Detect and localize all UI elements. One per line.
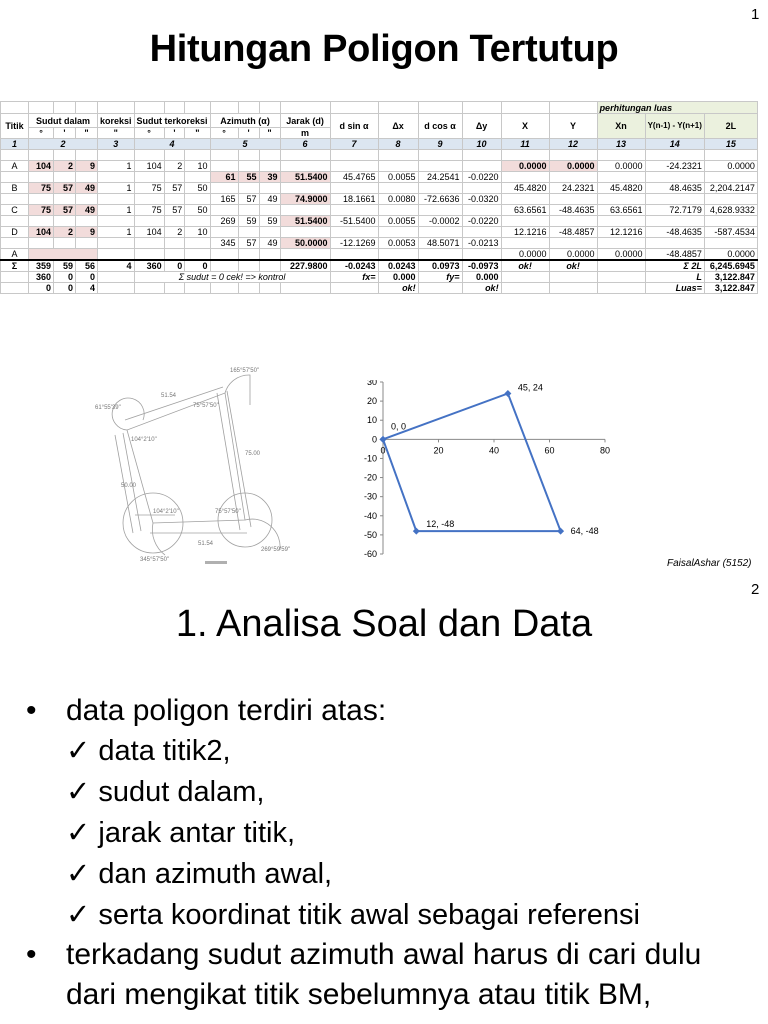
x-tick-label: 60 — [544, 445, 555, 456]
unit-deg: ° — [210, 128, 238, 139]
table-row — [1, 272, 758, 283]
cell: 50 — [185, 205, 210, 216]
colnum: 5 — [210, 139, 280, 150]
unit-min: ' — [238, 128, 259, 139]
sigma-symbol: Σ — [1, 260, 29, 272]
cell: L — [645, 272, 704, 283]
cell: 227.9800 — [280, 260, 330, 272]
cell: 1 — [98, 227, 135, 238]
cell: A — [1, 161, 29, 172]
sum-row — [1, 260, 758, 272]
cell: -0.0220 — [462, 172, 501, 183]
cell: fx= — [330, 272, 378, 283]
sketch-label: 75°57'50" — [215, 509, 241, 515]
cell: 49 — [76, 205, 98, 216]
sketch-label: 51.54 — [161, 393, 177, 399]
cell: 1 — [98, 205, 135, 216]
header-dsin: d sin α — [330, 114, 378, 139]
bullet-item — [26, 693, 387, 729]
cell: D — [1, 227, 29, 238]
data-label: 0, 0 — [391, 421, 407, 432]
cell: -0.0320 — [462, 194, 501, 205]
author-credit: FaisalAshar (5152) — [667, 558, 752, 569]
header-dy: Δy — [462, 114, 501, 139]
data-point — [504, 390, 511, 397]
table-row — [1, 183, 758, 194]
checkmark-icon: ✓ — [66, 817, 91, 849]
cell: A — [1, 249, 29, 261]
cell: -51.5400 — [330, 216, 378, 227]
cell: 104 — [134, 227, 164, 238]
header-dx: Δx — [378, 114, 418, 139]
cell: ok! — [501, 260, 549, 272]
colnum: 9 — [418, 139, 462, 150]
cell: 269 — [210, 216, 238, 227]
bullet-icon: • — [26, 938, 37, 971]
cell: 12.1216 — [501, 227, 549, 238]
x-tick-label: 80 — [599, 445, 611, 456]
cell: 51.5400 — [280, 216, 330, 227]
y-tick-label: 30 — [366, 380, 377, 387]
x-tick-label: 20 — [433, 445, 444, 456]
cell: 360 — [134, 260, 164, 272]
table-row — [1, 172, 758, 183]
cell: 75 — [29, 205, 54, 216]
colnum: 3 — [98, 139, 135, 150]
y-tick-label: -10 — [363, 453, 377, 464]
cell: 10 — [185, 227, 210, 238]
colnum: 13 — [597, 139, 645, 150]
cell: 57 — [238, 238, 259, 249]
cell: -0.0220 — [462, 216, 501, 227]
cell: 74.9000 — [280, 194, 330, 205]
bullet-icon: • — [26, 694, 37, 727]
check-item — [66, 733, 231, 769]
cell: 2 — [54, 227, 76, 238]
sketch-label: 345°57'50" — [140, 557, 170, 563]
cell: 4 — [76, 283, 98, 294]
sketch-label: 269°59'59" — [261, 547, 291, 553]
check-text: serta koordinat titik awal sebagai referensi — [98, 899, 640, 931]
polygon-calculation-table — [0, 101, 758, 294]
table-row — [1, 216, 758, 227]
header-jarak: Jarak (d) — [280, 114, 330, 128]
cell: 1 — [98, 183, 135, 194]
header-koreksi: koreksi — [98, 114, 135, 128]
cell: 57 — [238, 194, 259, 205]
data-label: 45, 24 — [517, 382, 543, 393]
unit-sec: " — [259, 128, 280, 139]
checkmark-icon: ✓ — [66, 776, 91, 808]
sketch-label: 51.54 — [198, 541, 214, 547]
colnum: 4 — [134, 139, 210, 150]
cell: 359 — [29, 260, 54, 272]
cell: -0.0973 — [462, 260, 501, 272]
cell: 24.2321 — [549, 183, 597, 194]
colnum: 14 — [645, 139, 704, 150]
cell: -48.4635 — [645, 227, 704, 238]
cell: 0 — [54, 272, 76, 283]
cell: 4 — [98, 260, 135, 272]
cell: 57 — [54, 183, 76, 194]
check-item — [66, 774, 264, 810]
cell: 49 — [76, 183, 98, 194]
check-item — [66, 815, 295, 851]
bullet-text: data poligon terdiri atas: — [66, 694, 387, 727]
data-point — [380, 436, 387, 443]
cell: 0.000 — [462, 272, 501, 283]
y-tick-label: -30 — [363, 491, 377, 502]
sketch-label: 75.00 — [245, 451, 261, 457]
header-xn: Xn — [597, 114, 645, 139]
cell: 6,245.6945 — [704, 260, 757, 272]
colnum: 10 — [462, 139, 501, 150]
series-line — [383, 393, 561, 531]
header-azimuth: Azimuth (α) — [210, 114, 280, 128]
cell: -0.0213 — [462, 238, 501, 249]
cell: 0 — [164, 260, 185, 272]
data-label: 64, -48 — [570, 526, 599, 537]
table-row — [1, 283, 758, 294]
cell: Σ 2L — [645, 260, 704, 272]
checkmark-icon: ✓ — [66, 899, 91, 931]
header-sudut-terkoreksi: Sudut terkoreksi — [134, 114, 210, 128]
cell: 24.2541 — [418, 172, 462, 183]
cell: 2 — [54, 161, 76, 172]
check-text: dan azimuth awal, — [98, 858, 333, 890]
cell: 57 — [164, 183, 185, 194]
check-text: data titik2, — [98, 735, 231, 767]
header-2l: 2L — [704, 114, 757, 139]
cell: 63.6561 — [597, 205, 645, 216]
cell: 0 — [54, 283, 76, 294]
cell: 104 — [29, 161, 54, 172]
check-text: sudut dalam, — [98, 776, 265, 808]
cell: 0.0243 — [378, 260, 418, 272]
cell: 1 — [98, 161, 135, 172]
cell: 0.0000 — [597, 249, 645, 261]
cell: 48.5071 — [418, 238, 462, 249]
checkmark-icon: ✓ — [66, 858, 91, 890]
unit-sec: " — [76, 128, 98, 139]
unit-sec: " — [98, 128, 135, 139]
cell: 0.0053 — [378, 238, 418, 249]
cell: 59 — [54, 260, 76, 272]
cell: 0.0000 — [501, 161, 549, 172]
cell: 0.0055 — [378, 216, 418, 227]
header-x: X — [501, 114, 549, 139]
cell: 75 — [134, 205, 164, 216]
cell: -12.1269 — [330, 238, 378, 249]
cell: 45.4820 — [501, 183, 549, 194]
cell: 12.1216 — [597, 227, 645, 238]
check-item — [66, 856, 332, 892]
y-tick-label: -60 — [363, 549, 377, 559]
cell: 3,122.847 — [704, 283, 757, 294]
cell: 0.0000 — [549, 249, 597, 261]
cell: 75 — [29, 183, 54, 194]
colnum: 8 — [378, 139, 418, 150]
cell: 61 — [210, 172, 238, 183]
cell: 0.0973 — [418, 260, 462, 272]
cell: 345 — [210, 238, 238, 249]
y-tick-label: -20 — [363, 472, 377, 483]
cell: 0.0000 — [549, 161, 597, 172]
control-note: Σ sudut = 0 cek! => kontrol — [134, 272, 330, 283]
polygon-sketch-diagram — [95, 365, 305, 570]
colnum: 11 — [501, 139, 549, 150]
unit-deg: ° — [134, 128, 164, 139]
slide-title: 1. Analisa Soal dan Data — [175, 603, 593, 645]
cell: -0.0243 — [330, 260, 378, 272]
colnum: 6 — [280, 139, 330, 150]
y-tick-label: 20 — [366, 396, 377, 407]
table-row — [1, 227, 758, 238]
data-label: 12, -48 — [426, 519, 455, 530]
page-number-2: 2 — [751, 581, 760, 598]
check-item — [66, 897, 640, 933]
y-tick-label: -50 — [363, 529, 377, 540]
cell: 75 — [134, 183, 164, 194]
data-point — [557, 528, 564, 535]
table-row — [1, 238, 758, 249]
header-titik: Titik — [1, 114, 29, 139]
header-sudut-dalam: Sudut dalam — [29, 114, 98, 128]
cell: -24.2321 — [645, 161, 704, 172]
cell: 10 — [185, 161, 210, 172]
cell: 3,122.847 — [704, 272, 757, 283]
y-tick-label: -40 — [363, 510, 377, 521]
cell: 0.0080 — [378, 194, 418, 205]
table-row — [1, 249, 758, 261]
colnum: 7 — [330, 139, 378, 150]
cell: -72.6636 — [418, 194, 462, 205]
cell: C — [1, 205, 29, 216]
cell: 49 — [259, 238, 280, 249]
cell: 48.4635 — [645, 183, 704, 194]
unit-min: ' — [164, 128, 185, 139]
cell: 57 — [164, 205, 185, 216]
cell: 2 — [164, 227, 185, 238]
cell: 59 — [259, 216, 280, 227]
bullet-item — [26, 937, 702, 973]
cell: 63.6561 — [501, 205, 549, 216]
checkmark-icon: ✓ — [66, 735, 91, 767]
cell: ok! — [378, 283, 418, 294]
cell: ok! — [549, 260, 597, 272]
cell: 39 — [259, 172, 280, 183]
cell: 0.0000 — [704, 161, 757, 172]
colnum: 1 — [1, 139, 29, 150]
cell: 50 — [185, 183, 210, 194]
cell: -48.4857 — [645, 249, 704, 261]
cell: 0.0055 — [378, 172, 418, 183]
cell: 2 — [164, 161, 185, 172]
cell: 45.4820 — [597, 183, 645, 194]
cell: 49 — [259, 194, 280, 205]
unit-m: m — [280, 128, 330, 139]
cell: 59 — [238, 216, 259, 227]
sketch-label: 61°55'39" — [95, 405, 121, 411]
header-y: Y — [549, 114, 597, 139]
cell: 55 — [238, 172, 259, 183]
table-row — [1, 205, 758, 216]
cell: B — [1, 183, 29, 194]
y-tick-label: 0 — [371, 434, 377, 445]
cell: -587.4534 — [704, 227, 757, 238]
cell: 0 — [76, 272, 98, 283]
cell: 360 — [29, 272, 54, 283]
cell: 51.5400 — [280, 172, 330, 183]
cell: 56 — [76, 260, 98, 272]
cell: 18.1661 — [330, 194, 378, 205]
unit-deg: ° — [29, 128, 54, 139]
bullet-continuation — [66, 977, 651, 1013]
x-tick-label: 0 — [380, 445, 386, 456]
cell: 104 — [134, 161, 164, 172]
cell: 72.7179 — [645, 205, 704, 216]
bullet-text: dari mengikat titik sebelumnya atau titik BM, — [66, 978, 652, 1011]
cell: 0 — [29, 283, 54, 294]
sketch-label: 165°57'50" — [230, 368, 260, 374]
table-row — [1, 161, 758, 172]
colnum: 2 — [29, 139, 98, 150]
cell: 9 — [76, 227, 98, 238]
cell: 50.0000 — [280, 238, 330, 249]
table-row — [1, 194, 758, 205]
luas-caption: perhitungan luas — [597, 102, 757, 114]
cell: -48.4635 — [549, 205, 597, 216]
header-dcos: d cos α — [418, 114, 462, 139]
cell: fy= — [418, 272, 462, 283]
colnum: 12 — [549, 139, 597, 150]
cell: 57 — [54, 205, 76, 216]
cell: -0.0002 — [418, 216, 462, 227]
bullet-text: terkadang sudut azimuth awal harus di cari dulu — [66, 938, 702, 971]
cell: Luas= — [645, 283, 704, 294]
cell: -48.4857 — [549, 227, 597, 238]
cell: 0 — [185, 260, 210, 272]
data-point — [413, 528, 420, 535]
cell: 2,204.2147 — [704, 183, 757, 194]
cell: 0.0000 — [501, 249, 549, 261]
cell: 4,628.9332 — [704, 205, 757, 216]
cell: 9 — [76, 161, 98, 172]
coordinate-scatter-chart — [348, 380, 618, 562]
page-number-1: 1 — [751, 6, 760, 23]
cell: 104 — [29, 227, 54, 238]
sketch-label: 50.00 — [121, 483, 137, 489]
cell: 45.4765 — [330, 172, 378, 183]
header-ydiff: Y(n-1) - Y(n+1) — [645, 114, 704, 139]
unit-sec: " — [185, 128, 210, 139]
check-text: jarak antar titik, — [98, 817, 296, 849]
cell: 0.0000 — [597, 161, 645, 172]
x-tick-label: 40 — [488, 445, 500, 456]
cell: ok! — [462, 283, 501, 294]
unit-min: ' — [54, 128, 76, 139]
sketch-label: 104°2'10" — [153, 509, 179, 515]
cell: 0.0000 — [704, 249, 757, 261]
cell: 165 — [210, 194, 238, 205]
y-tick-label: 10 — [366, 415, 377, 426]
slide-title: Hitungan Poligon Tertutup — [149, 28, 619, 70]
sketch-label: 75°57'50" — [193, 403, 219, 409]
cell: 0.000 — [378, 272, 418, 283]
colnum: 15 — [704, 139, 757, 150]
sketch-label: 104°2'10" — [131, 437, 157, 443]
